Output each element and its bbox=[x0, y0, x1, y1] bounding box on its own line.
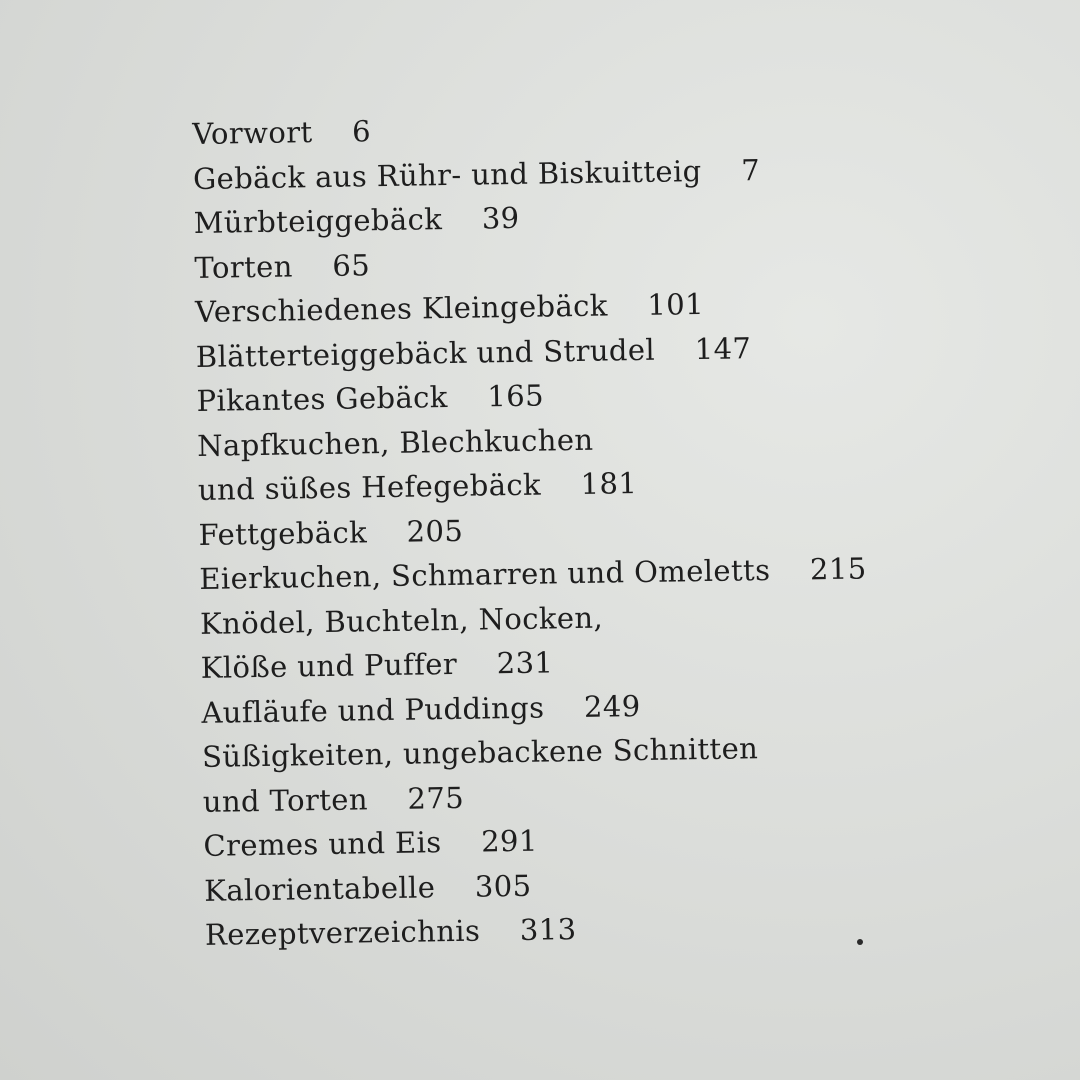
toc-entry-title: Cremes und Eis bbox=[203, 825, 442, 863]
toc-entry-title: Aufläufe und Puddings bbox=[201, 690, 545, 730]
toc-entry-title: Blätterteiggebäck und Strudel bbox=[195, 332, 656, 374]
toc-entry-page: 313 bbox=[519, 912, 577, 947]
toc-entry-page: 147 bbox=[694, 330, 752, 366]
toc-entry-title: und süßes Hefegebäck bbox=[197, 467, 542, 507]
toc-entry-page: 65 bbox=[332, 247, 371, 283]
toc-entry-title: Klöße und Puffer bbox=[200, 646, 458, 685]
toc-entry-title: Vorwort bbox=[192, 115, 313, 151]
toc-entry-page: 205 bbox=[406, 513, 464, 549]
toc-entry-title: Knödel, Buchteln, Nocken, bbox=[199, 600, 604, 641]
toc-entry-page: 231 bbox=[496, 645, 554, 681]
toc-entry-title: Fettgebäck bbox=[198, 514, 368, 552]
toc-entry-title: Gebäck aus Rühr- und Biskuitteig bbox=[192, 153, 702, 196]
toc-entry-title: Kalorientabelle bbox=[203, 869, 436, 908]
toc-entry-title: Mürbteiggebäck bbox=[193, 202, 443, 240]
toc-entry-title: Napfkuchen, Blechkuchen bbox=[196, 422, 594, 463]
toc-entry-title: und Torten bbox=[202, 781, 369, 819]
toc-entry-title: Pikantes Gebäck bbox=[196, 380, 449, 418]
table-of-contents bbox=[192, 99, 1025, 957]
toc-entry-title: Torten bbox=[194, 248, 294, 285]
toc-entry-page: 7 bbox=[740, 152, 761, 187]
paper-speck bbox=[857, 939, 863, 945]
toc-entry-title: Eierkuchen, Schmarren und Omeletts bbox=[199, 552, 771, 596]
toc-entry-page: 6 bbox=[351, 114, 372, 149]
toc-entry-title: Rezeptverzeichnis bbox=[204, 913, 481, 952]
toc-entry-page: 39 bbox=[481, 200, 520, 236]
toc-entry-page: 101 bbox=[647, 286, 705, 322]
toc-entry-page: 215 bbox=[809, 551, 867, 587]
toc-entry-page: 291 bbox=[480, 823, 538, 859]
toc-entry-title: Verschiedenes Kleingebäck bbox=[194, 288, 609, 329]
toc-entry-page: 305 bbox=[474, 868, 532, 904]
toc-entry-page: 249 bbox=[583, 688, 641, 724]
toc-entry-page: 181 bbox=[580, 466, 638, 501]
toc-entry-page: 275 bbox=[407, 780, 465, 816]
toc-entry-page: 165 bbox=[487, 378, 545, 414]
toc-entry-title: Süßigkeiten, ungebackene Schnitten bbox=[201, 731, 759, 774]
